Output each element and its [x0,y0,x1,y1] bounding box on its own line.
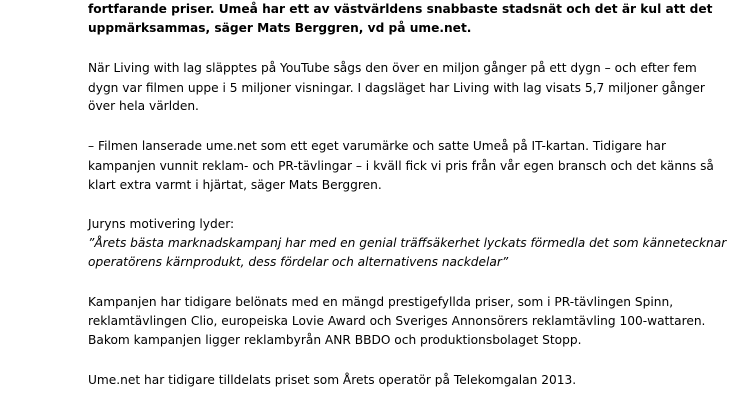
youtube-paragraph-line-3: över hela världen. [88,99,199,113]
quote-paragraph-line-2: kampanjen vunnit reklam- och PR-tävlingar – i kväll fick vi pris från vår egen bransch och det känns så [88,159,714,173]
jury-motivation-line-2: operatörens kärnprodukt, dess fördelar och alternativens nackdelar” [88,255,509,269]
jury-heading: Juryns motivering lyder: [88,217,235,231]
jury-motivation-line-1: ”Årets bästa marknadskampanj har med en genial träffsäkerhet lyckats förmedla det som kännetecknar [88,236,727,250]
quote-paragraph-line-3: klart extra varmt i hjärtat, säger Mats Berggren. [88,178,382,192]
operator-paragraph: Ume.net har tidigare tilldelats priset som Årets operatör på Telekomgalan 2013. [88,373,577,387]
youtube-paragraph-line-2: dygn var filmen uppe i 5 miljoner visningar. I dagsläget har Living with lag visats 5,7 miljoner gånger [88,81,705,95]
awards-paragraph-line-3: Bakom kampanjen ligger reklambyrån ANR BBDO och produktionsbolaget Stopp. [88,333,582,347]
awards-paragraph-line-1: Kampanjen har tidigare belönats med en mängd prestigefyllda priser, som i PR-tävlingen Spinn, [88,295,674,309]
quote-paragraph-line-1: – Filmen lanserade ume.net som ett eget varumärke och satte Umeå på IT-kartan. Tidigare har [88,139,666,153]
awards-paragraph-line-2: reklamtävlingen Clio, europeiska Lovie Award och Sveriges Annonsörers reklamtävling 100-wattaren. [88,314,706,328]
intro-bold-line-1: fortfarande priser. Umeå har ett av västvärldens snabbaste stadsnät och det är kul att det [88,2,713,16]
intro-bold-line-2: uppmärksammas, säger Mats Berggren, vd på ume.net. [88,21,472,35]
youtube-paragraph-line-1: När Living with lag släpptes på YouTube sågs den över en miljon gånger på ett dygn – och efter fem [88,61,697,75]
